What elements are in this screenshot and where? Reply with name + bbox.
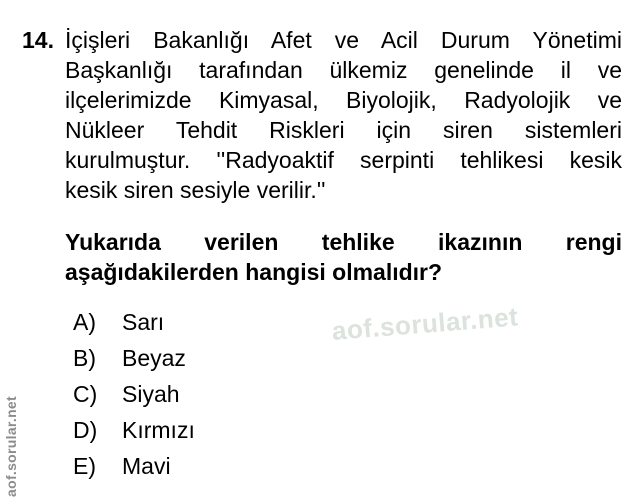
- option-c[interactable]: [73, 382, 622, 418]
- option-a[interactable]: [73, 310, 622, 346]
- option-a-letter: A): [73, 309, 96, 335]
- option-e-letter: E): [73, 453, 96, 479]
- option-c-letter: C): [73, 381, 98, 407]
- option-e[interactable]: [73, 454, 622, 490]
- watermark-side: aof.sorular.net: [3, 396, 19, 497]
- option-b-letter: B): [73, 345, 96, 371]
- option-a-text: Sarı: [122, 309, 165, 335]
- options-list: [73, 310, 622, 490]
- option-d-letter: D): [73, 417, 98, 443]
- question-body-line: Nükleer Tehdit Riskleri için siren sistemleri: [65, 117, 622, 143]
- watermark-center: aof.sorular.net: [330, 301, 520, 346]
- option-d[interactable]: [73, 418, 622, 454]
- question-body-text: [65, 25, 622, 205]
- option-b-text: Beyaz: [122, 345, 186, 371]
- question-block: [22, 25, 622, 490]
- question-body-line: kurulmuştur. ''Radyoaktif serpinti tehlikesi kesik: [65, 147, 622, 173]
- question-prompt: [65, 227, 622, 287]
- question-number: 14.: [22, 27, 54, 53]
- question-body-line: kesik siren sesiyle verilir.'': [65, 177, 326, 203]
- option-e-text: Mavi: [122, 453, 171, 479]
- question-content: [65, 25, 622, 490]
- option-d-text: Kırmızı: [122, 417, 195, 443]
- option-b[interactable]: [73, 346, 622, 382]
- option-c-text: Siyah: [122, 381, 180, 407]
- question-body-line: İçişleri Bakanlığı Afet ve Acil Durum Yönetimi: [65, 27, 622, 53]
- question-prompt-line: Yukarıda verilen tehlike ikazının rengi: [65, 229, 622, 255]
- question-body-line: ilçelerimizde Kimyasal, Biyolojik, Radyolojik ve: [65, 87, 622, 113]
- question-body-line: Başkanlığı tarafından ülkemiz genelinde il ve: [65, 57, 622, 83]
- question-prompt-line: aşağıdakilerden hangisi olmalıdır?: [65, 259, 443, 285]
